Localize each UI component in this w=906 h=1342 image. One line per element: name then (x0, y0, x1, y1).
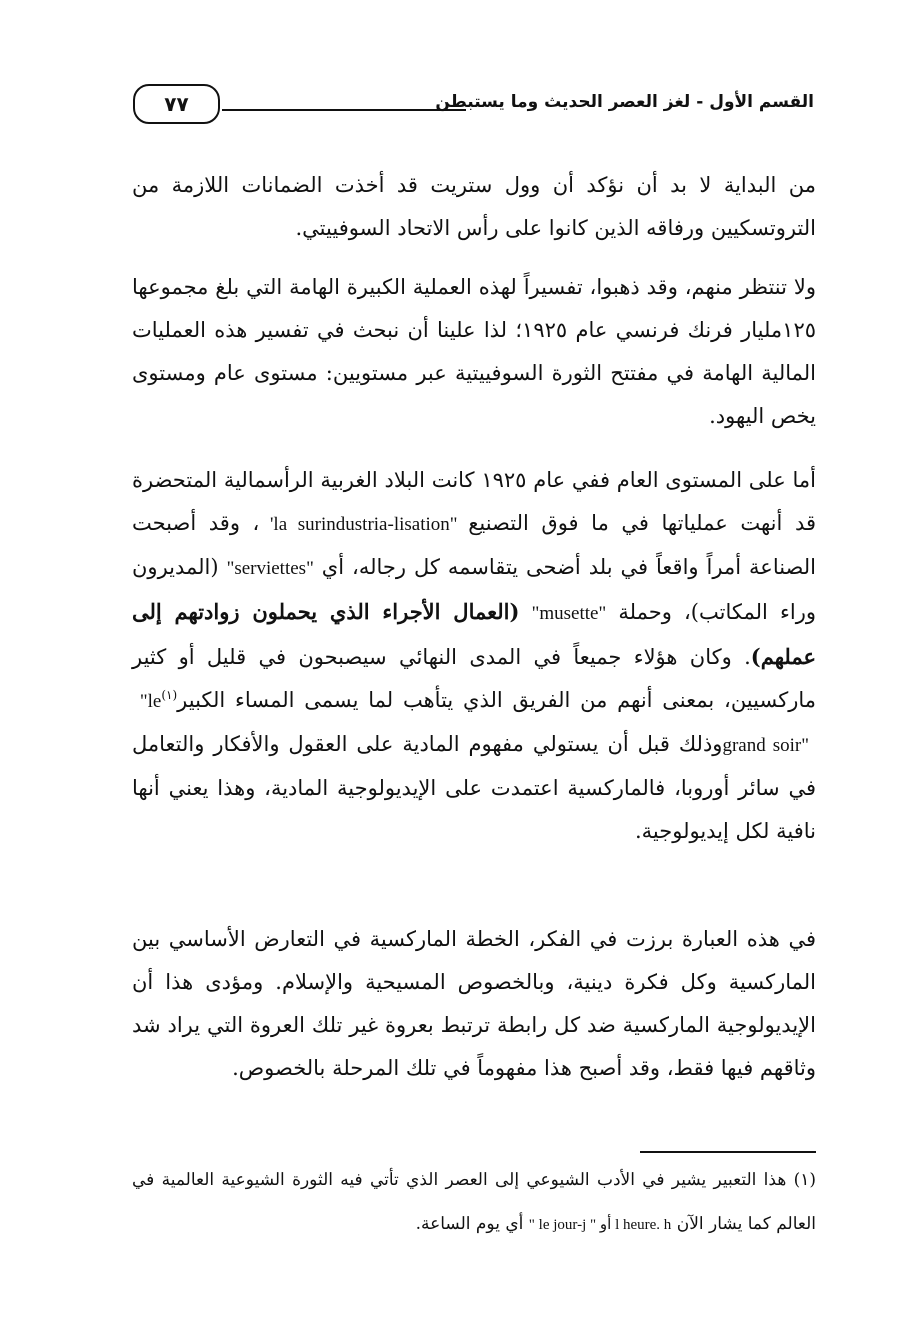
footnote-text-1: (١) هذا التعبير يشير في الأدب الشيوعي إلى العصر الذي تأتي فيه الثورة الشيوعية العالمية في العالم كما يشار الآن (132, 1170, 816, 1234)
footnote-separator (640, 1151, 816, 1153)
paragraph-3-text-3: (المديرون وراء المكاتب)، وحملة (132, 555, 816, 624)
page-number: ٧٧ (133, 84, 220, 124)
paragraph-2: ولا تنتظر منهم، وقد ذهبوا، تفسيراً لهذه العملية الكبيرة الهامة التي بلغ مجموعها ١٢٥مليار فرنك فرنسي عام ١٩٢٥؛ لذا علينا أن نبحث في تفسير هذه العمليات المالية الهامة في مفتتح الثورة السوفييتية عبر مستويين: مستوى عام ومستوى يخص اليهود. (132, 275, 817, 428)
paragraph-4: في هذه العبارة برزت في الفكر، الخطة الماركسية في التعارض الأساسي بين الماركسية وكل فكرة دينية، وبالخصوص المسيحية والإسلام. ومؤدى هذا أن الإيديولوجية الماركسية ضد كل رابطة ترتبط بعروة غير تلك العروة التي يراد شد وثاقهم فيها فقط، وقد أصبح هذا مفهوماً في تلك المرحلة بالخصوص. (132, 927, 816, 1080)
latin-term-surindustrialisation: 'la surindustria-lisation" (259, 514, 469, 535)
footnote-latin-term: " le jour-j " أو l heure. h (528, 1217, 672, 1233)
latin-term-musette: "musette" (531, 603, 607, 624)
paragraph-3 (132, 459, 816, 853)
footnote (132, 1158, 816, 1247)
header-rule (222, 109, 466, 111)
paragraph-1: من البداية لا بد أن نؤكد أن وول ستريت قد أخذت الضمانات اللازمة من التروتسكيين ورفاقه الذين كانوا على رأس الاتحاد السوفييتي. (132, 173, 816, 240)
latin-term-serviettes: "serviettes" (226, 558, 314, 579)
running-header (130, 84, 814, 128)
running-title: القسم الأول - لغز العصر الحديث وما يستبطن (435, 92, 814, 112)
paragraph-3-text-5: وذلك قبل أن يستولي مفهوم المادية على العقول والأفكار والتعامل في سائر أوروبا، فالماركسية اعتمدت على الإيديولوجية المادية، وهذا يعني أنها نافية لكل إيديولوجية. (132, 732, 816, 843)
paragraph-3-bold-text: (العمال الأجراء الذي يحملون زوادتهم إلى عملهم) (132, 599, 816, 669)
paragraph-3-text-4: . وكان هؤلاء جميعاً في المدى النهائي سيصبحون في قليل أو كثير ماركسيين، بمعنى أنهم من الفريق الذي يتأهب لما يسمى المساء الكبير (132, 645, 817, 712)
footnote-text-2: أي يوم الساعة. (415, 1214, 529, 1234)
latin-term-grand-soir: "le grand soir" (132, 691, 816, 756)
paragraph-3-text-2: ، وقد أصبحت الصناعة أمراً واقعاً في بلد أضحى يتقاسمه كل رجاله، أي (132, 511, 816, 579)
paragraph-3-text-1: أما على المستوى العام ففي عام ١٩٢٥ كانت البلاد الغربية الرأسمالية المتحضرة قد أنهت عملياتها في ما فوق التصنيع (132, 468, 817, 535)
footnote-reference: (١) (161, 688, 178, 702)
